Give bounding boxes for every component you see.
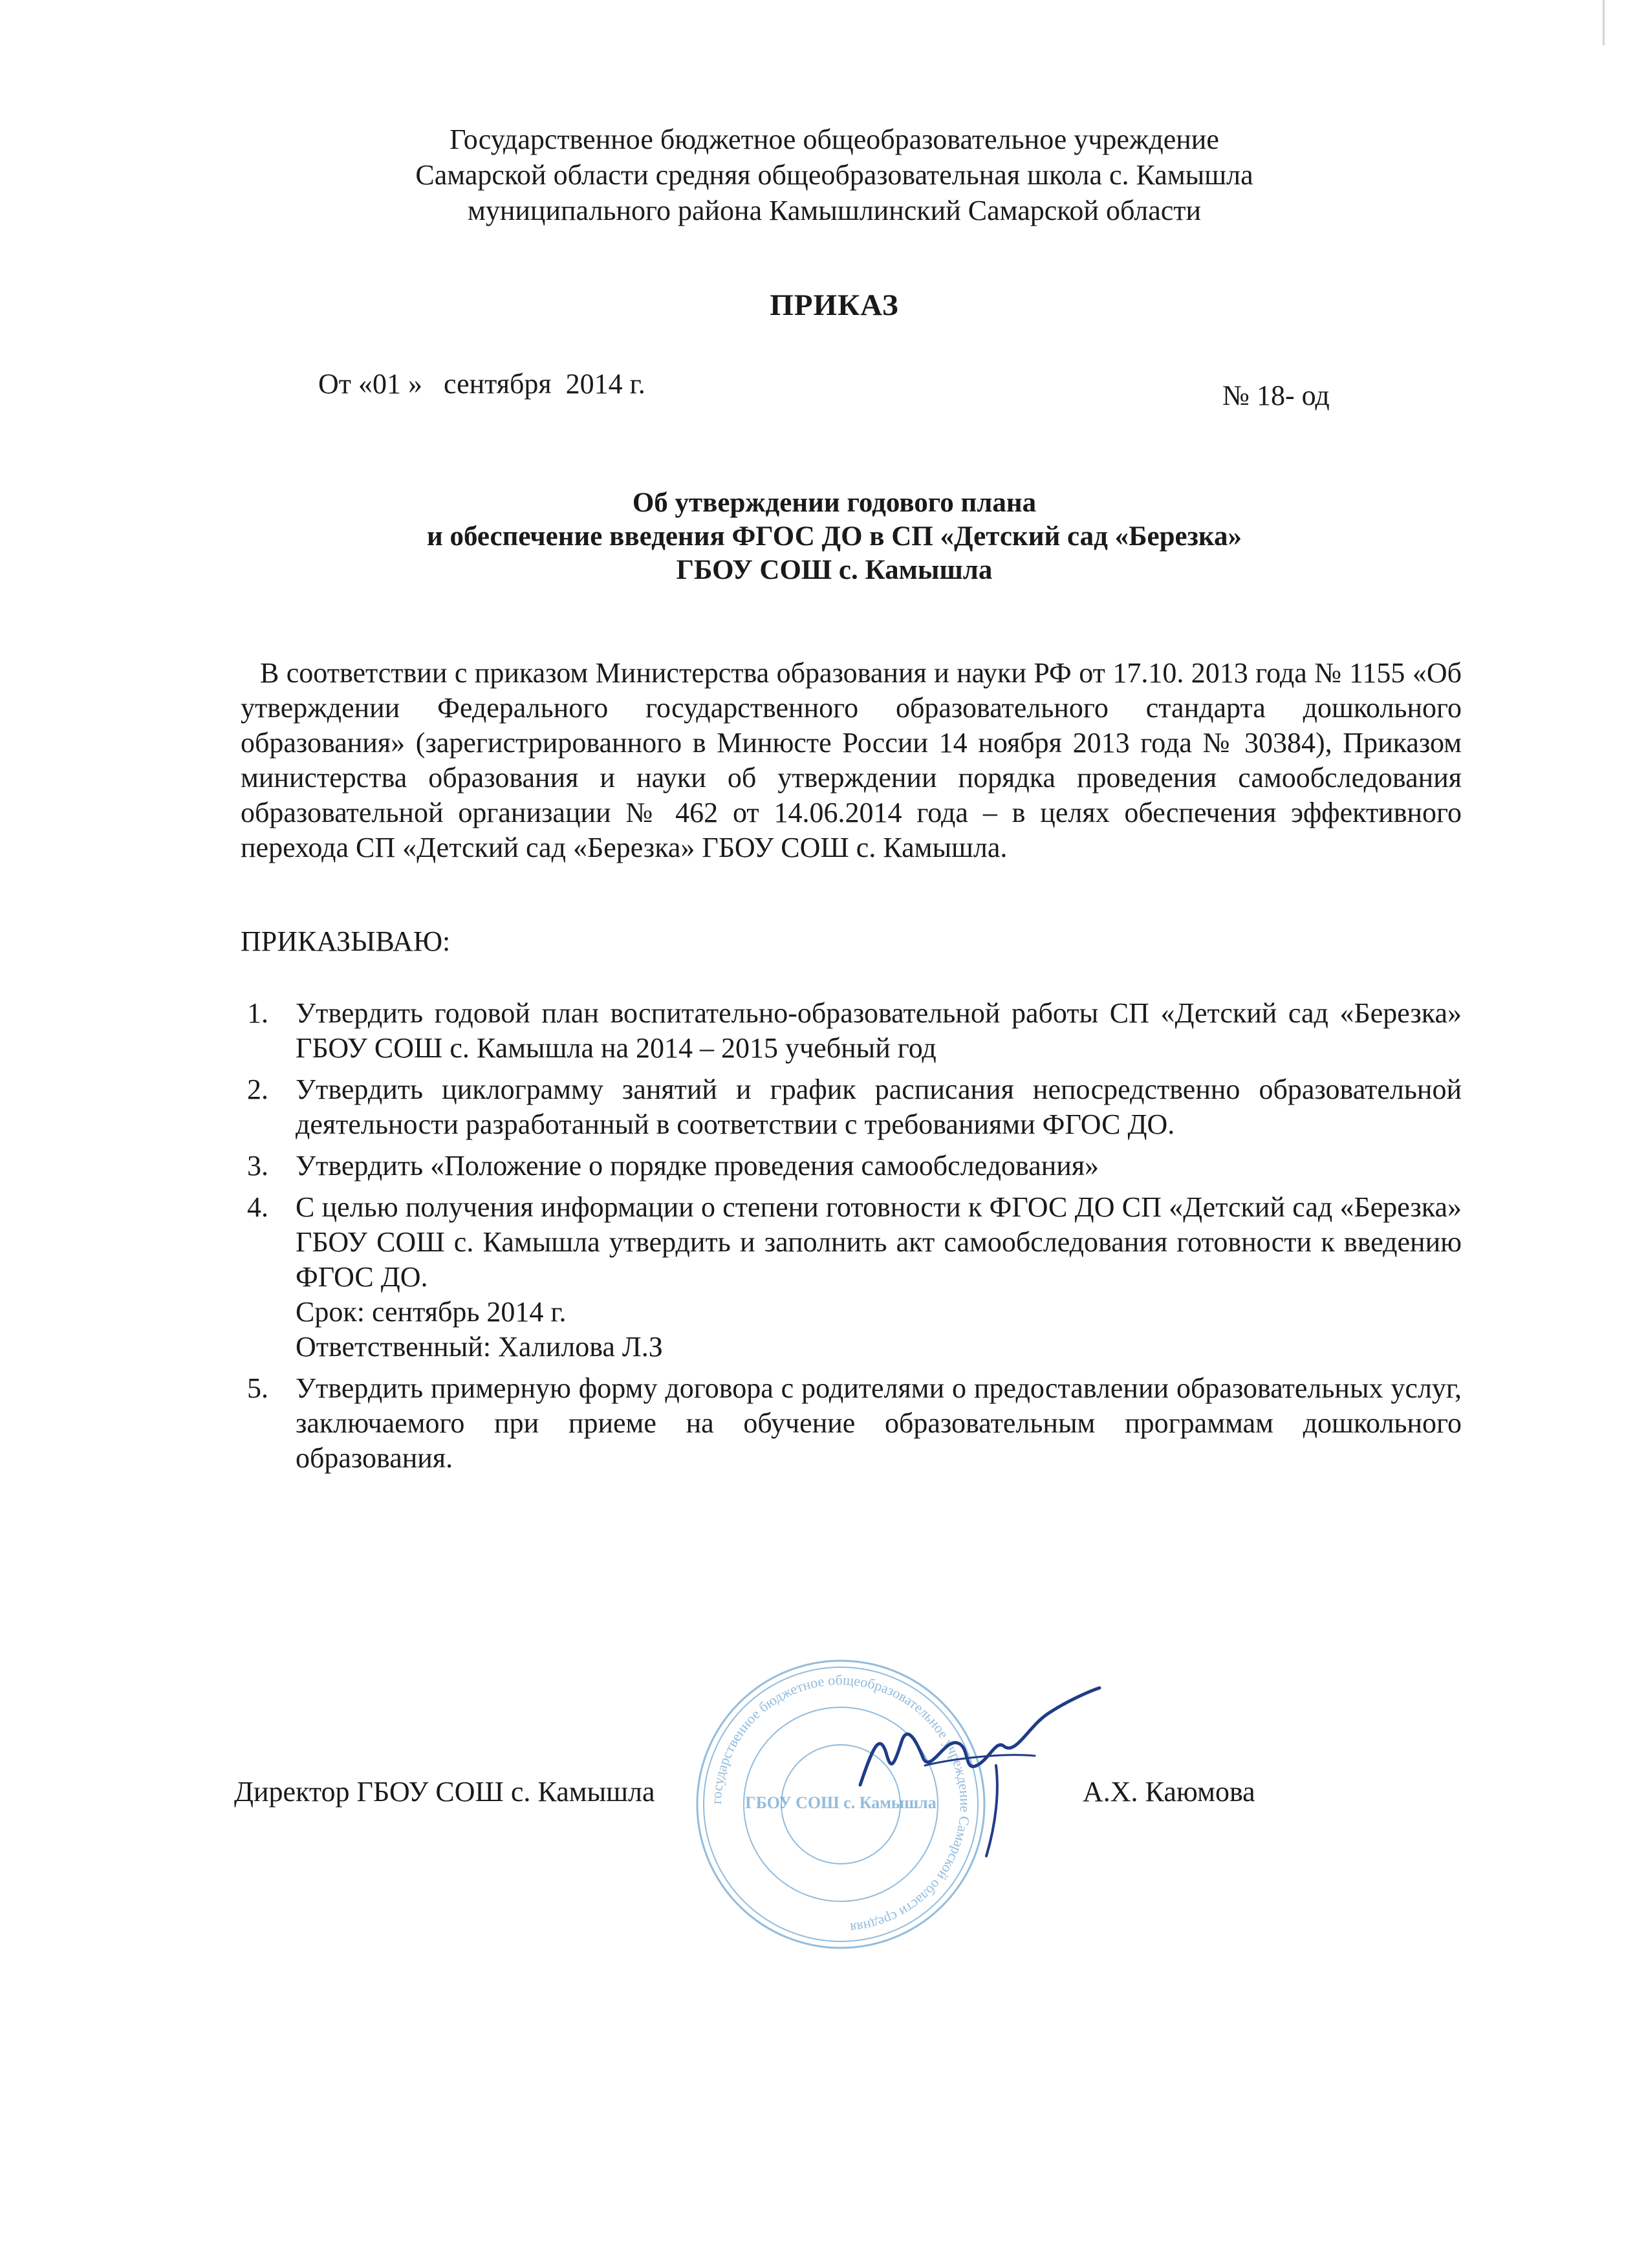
list-item (241, 1371, 1462, 1476)
item-text: Утвердить примерную форму договора с родителями о предоставлении образовательных услуг, заключаемого при приеме на обучение образовательным программам дошкольного образования. (296, 1372, 1462, 1474)
handwritten-signature (834, 1669, 1106, 1863)
order-subject (194, 486, 1475, 587)
subject-line-1: Об утверждении годового плана (632, 488, 1037, 518)
list-item (241, 1190, 1462, 1365)
org-line-3: муниципального района Камышлинский Самарской области (467, 195, 1202, 226)
list-item (241, 996, 1462, 1066)
preamble-paragraph: В соответствии с приказом Министерства образования и науки РФ от 17.10. 2013 года № 1155 «Об утверждении Федерального государственного образовательного стандарта дошкольного образования» (зарегистрированного в Минюсте России 14 ноября 2013 года № 30384), Приказом министерства образования и науки об утверждении порядка проведения самообследования образовательной организации № 462 от 14.06.2014 года – в целях обеспечения эффективного перехода СП «Детский сад «Березка» ГБОУ СОШ с. Камышла. (241, 657, 1462, 863)
item-text: Утвердить годовой план воспитательно-образовательной работы СП «Детский сад «Березка» ГБОУ СОШ с. Камышла на 2014 – 2015 учебный год (296, 997, 1462, 1064)
item-number: 2. (247, 1074, 268, 1105)
subject-line-3: ГБОУ СОШ с. Камышла (676, 555, 993, 585)
item-number: 5. (247, 1372, 268, 1404)
stamp-inner-text: ГБОУ СОШ с. Камышла (745, 1793, 937, 1812)
order-items-list (241, 996, 1462, 1482)
scan-fold-mark (1603, 0, 1605, 45)
order-date: От «01 » сентября 2014 г. (318, 368, 645, 400)
organization-header (194, 122, 1475, 228)
item-text: С целью получения информации о степени готовности к ФГОС ДО СП «Детский сад «Березка» ГБОУ СОШ с. Камышла утвердить и заполнить акт самообследования готовности к введению ФГОС ДО. (296, 1191, 1462, 1293)
org-line-2: Самарской области средняя общеобразовательная школа с. Камышла (415, 159, 1253, 191)
order-number: № 18- од (1222, 380, 1330, 411)
item-number: 1. (247, 997, 268, 1029)
item-text: Утвердить «Положение о порядке проведения самообследования» (296, 1150, 1099, 1182)
item-deadline: Срок: сентябрь 2014 г. (296, 1296, 567, 1328)
document-type-title: ПРИКАЗ (770, 288, 899, 322)
list-item (241, 1149, 1462, 1183)
item-number: 4. (247, 1191, 268, 1223)
order-directive-heading: ПРИКАЗЫВАЮ: (241, 925, 451, 957)
list-item (241, 1072, 1462, 1142)
stamp-outer-text: государственное бюджетное общеобразовательное учреждение Самарской области средняя (708, 1671, 974, 1937)
item-text: Утвердить циклограмму занятий и график расписания непосредственно образовательной деятельности разработанный в соответствии с требованиями ФГОС ДО. (296, 1074, 1462, 1140)
signatory-role: Директор ГБОУ СОШ с. Камышла (234, 1776, 655, 1808)
item-number: 3. (247, 1150, 268, 1182)
item-responsible: Ответственный: Халилова Л.З (296, 1331, 663, 1363)
subject-line-2: и обеспечение введения ФГОС ДО в СП «Детский сад «Березка» (426, 521, 1242, 552)
signatory-name: А.Х. Каюмова (1083, 1776, 1255, 1808)
org-line-1: Государственное бюджетное общеобразовательное учреждение (449, 124, 1219, 155)
